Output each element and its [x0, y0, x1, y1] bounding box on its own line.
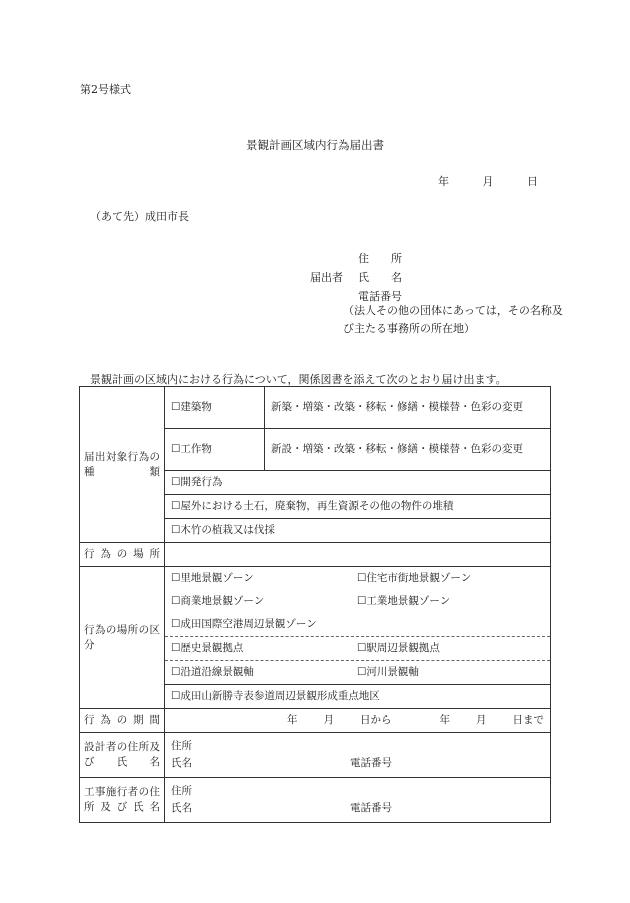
zone-option[interactable]: ☐住宅市街地景観ゾーン	[357, 572, 472, 584]
zone-options	[165, 567, 551, 709]
zone-option[interactable]: ☐成田山新勝寺表参道周辺景観形成重点地区	[171, 690, 380, 702]
period-from-month: 月	[323, 714, 334, 726]
date-month: 月	[482, 175, 494, 188]
contractor-name-label: 氏名	[171, 802, 192, 814]
location-label: 行為の場所	[80, 543, 165, 567]
zone-row	[165, 636, 550, 660]
date-year: 年	[438, 175, 449, 188]
applicant-block	[310, 249, 402, 306]
applicant-name-label: 氏 名	[358, 271, 402, 284]
date-day: 日	[527, 175, 538, 188]
intro-text: 景観計画の区域内における行為について，関係図書を添えて次のとおり届け出ます。	[90, 373, 507, 386]
zone-row	[165, 660, 550, 684]
structure-option[interactable]: ☐工作物	[165, 429, 265, 471]
designer-address-label: 住所	[171, 740, 192, 752]
applicant-label: 届出者	[310, 271, 343, 284]
period-to-day: 日まで	[512, 714, 544, 726]
page-title: 景観計画区域内行為届出書	[246, 138, 384, 152]
zone-option[interactable]: ☐駅周辺景観拠点	[357, 642, 440, 654]
zone-option[interactable]: ☐沿道沿線景観軸	[171, 666, 254, 678]
period-from-day: 日から	[360, 714, 392, 726]
zone-option[interactable]: ☐歴史景観拠点	[171, 642, 244, 654]
zone-option[interactable]: ☐河川景観軸	[357, 666, 419, 678]
location-field[interactable]	[165, 543, 551, 567]
building-option[interactable]: ☐建築物	[165, 387, 265, 429]
applicant-phone-label: 電話番号	[358, 290, 402, 303]
zone-option[interactable]: ☐工業地景観ゾーン	[357, 595, 451, 607]
zone-row	[165, 567, 550, 590]
structure-detail: 新設・増築・改築・移転・修繕・模様替・色彩の変更	[265, 429, 551, 471]
target-label-text: 届出対象行為の種類	[84, 450, 160, 478]
zone-row	[165, 684, 550, 708]
contractor-address-label: 住所	[171, 785, 192, 797]
period-field[interactable]	[165, 709, 551, 733]
zone-row	[165, 590, 550, 613]
contractor-field[interactable]	[165, 778, 551, 823]
trees-option[interactable]: ☐木竹の植栽又は伐採	[165, 519, 551, 543]
designer-name-label: 氏名	[171, 757, 192, 769]
period-from-year: 年	[287, 714, 298, 726]
zone-option[interactable]: ☐成田国際空港周辺景観ゾーン	[171, 618, 317, 630]
zone-label: 行為の場所の区分	[80, 567, 165, 709]
notification-table	[79, 386, 551, 823]
applicant-note: （法人その他の団体にあっては，その名称及び主たる事務所の所在地）	[343, 304, 563, 335]
target-label	[80, 387, 165, 543]
period-label: 行為の期間	[80, 709, 165, 733]
contractor-label: 工事施行者の住所及び氏名	[80, 778, 165, 823]
outdoor-storage-option[interactable]: ☐屋外における土石，廃棄物，再生資源その他の物件の堆積	[165, 495, 551, 519]
period-to-year: 年	[439, 714, 450, 726]
designer-field[interactable]	[165, 733, 551, 778]
zone-option[interactable]: ☐里地景観ゾーン	[171, 572, 254, 584]
designer-phone-label: 電話番号	[350, 757, 392, 769]
zone-option[interactable]: ☐商業地景観ゾーン	[171, 595, 265, 607]
date-line	[408, 173, 538, 189]
applicant-address-label: 住 所	[358, 252, 402, 265]
designer-label: 設計者の住所及び氏名	[80, 733, 165, 778]
development-option[interactable]: ☐開発行為	[165, 471, 551, 495]
form-number: 第2号様式	[80, 83, 131, 96]
addressee: （あて先）成田市長	[90, 210, 189, 223]
zone-row	[165, 613, 550, 636]
building-detail: 新築・増築・改築・移転・修繕・模様替・色彩の変更	[265, 387, 551, 429]
contractor-phone-label: 電話番号	[350, 802, 392, 814]
period-to-month: 月	[476, 714, 487, 726]
